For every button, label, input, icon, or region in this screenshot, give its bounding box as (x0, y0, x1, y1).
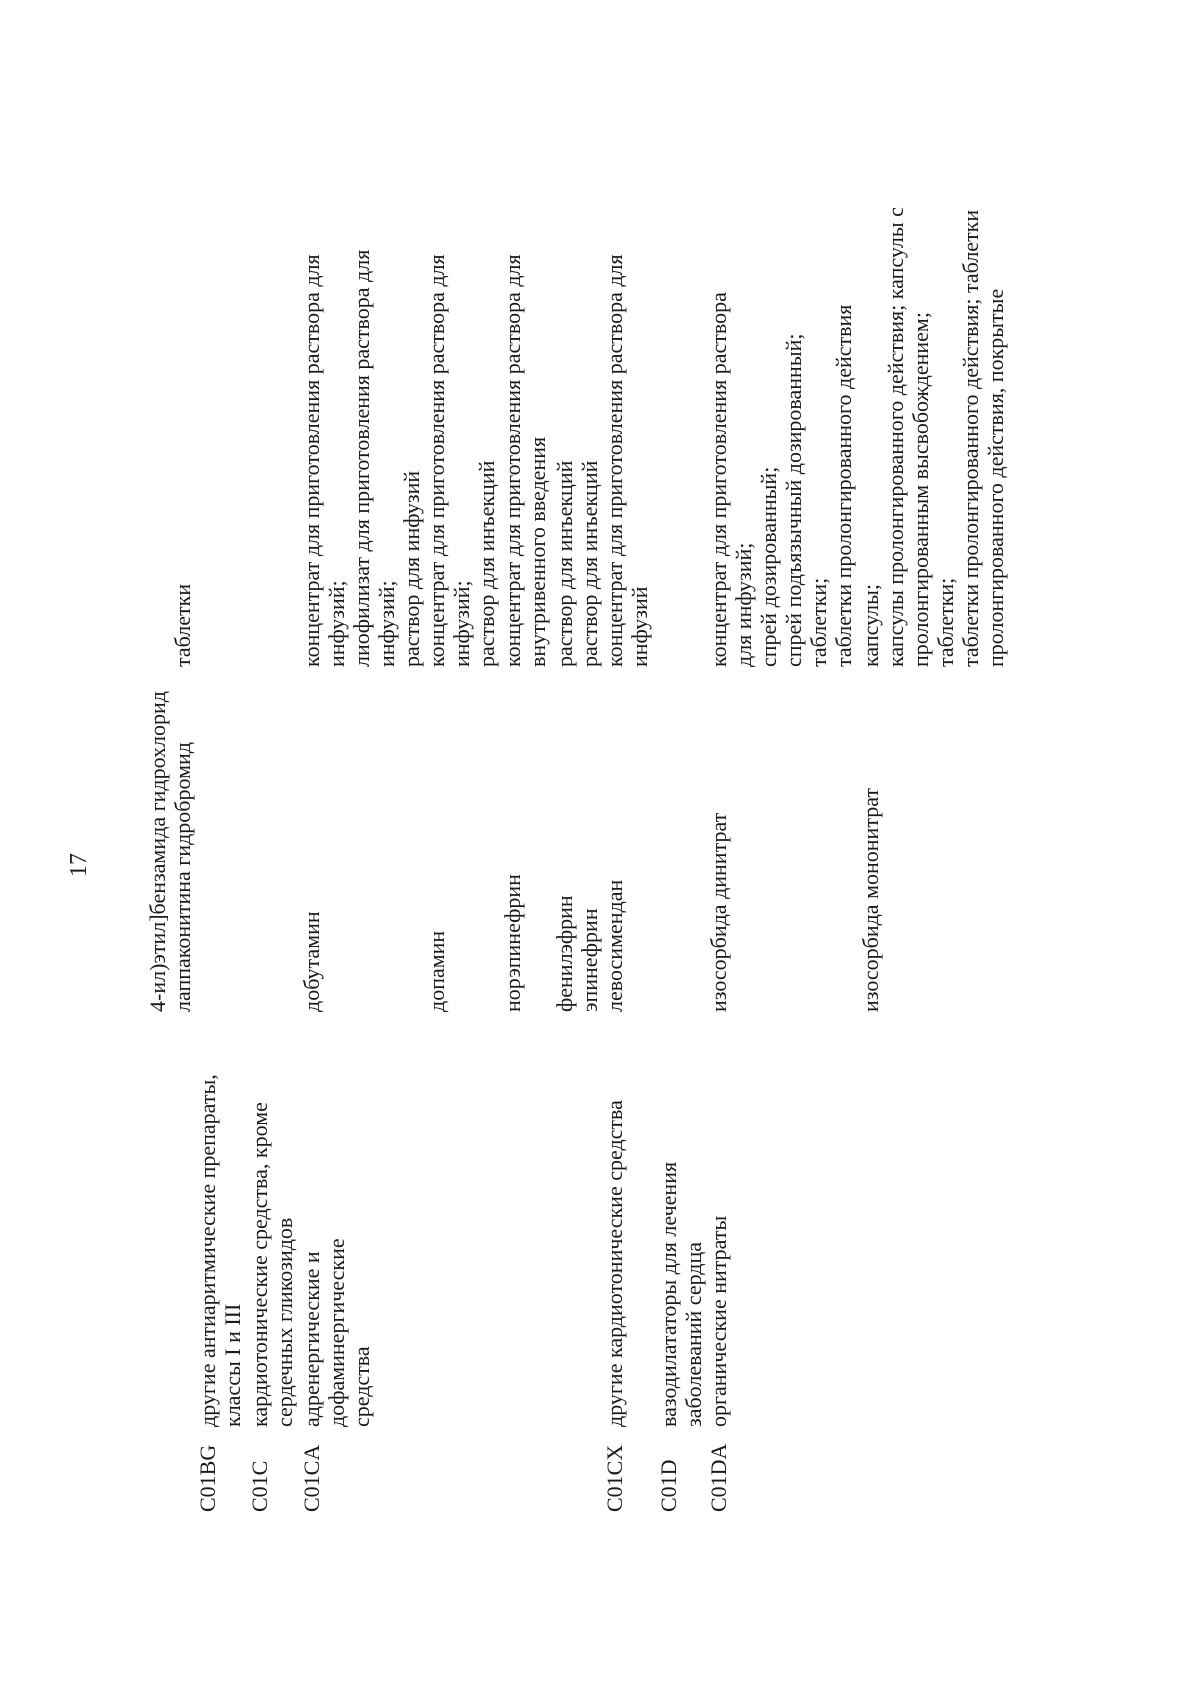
pharmacological-group: адренергические и дофаминергические средства (299, 1238, 374, 1427)
drug-name: эпинефрин (577, 908, 602, 1012)
atc-code: C01CX (602, 1444, 627, 1512)
drug-name: изосорбида динитрат (706, 812, 731, 1012)
drug-name: левосимендан (602, 879, 627, 1012)
atc-code: C01C (247, 1460, 272, 1512)
dosage-form: таблетки (170, 583, 195, 667)
dosage-form: раствор для инъекций (577, 460, 602, 667)
dosage-form: концентрат для приготовления раствора для внутривенного введения (500, 254, 550, 667)
drug-name: норэпинефрин (500, 874, 525, 1012)
atc-code: C01D (656, 1459, 681, 1512)
pharmacological-group: другие антиаритмические препараты, классы I и III (195, 1074, 245, 1427)
pharmacological-group: вазодилататоры для лечения заболеваний сердца (656, 1161, 706, 1427)
dosage-form: концентрат для приготовления раствора для инфузий; раствор для инъекций (424, 254, 499, 667)
atc-code: C01DA (706, 1443, 731, 1512)
drug-name: фенилэфрин (552, 895, 577, 1012)
dosage-form: концентрат для приготовления раствора для инфузий; лиофилизат для приготовления раствора для инфузий; раствор для инфузий (299, 249, 424, 667)
atc-code: C01BG (195, 1444, 220, 1512)
dosage-form: капсулы; капсулы пролонгированного действия; капсулы с пролонгированным высвобождением; таблетки; таблетки пролонгированного действия; таблетки пролонгированного действия, покрытые (858, 207, 1008, 667)
drug-name: допамин (424, 930, 449, 1012)
dosage-form: раствор для инъекций (552, 460, 577, 667)
dosage-form: концентрат для приготовления раствора для инфузий; спрей дозированный; спрей подъязычный дозированный; таблетки; таблетки пролонгированного действия (706, 292, 856, 667)
drug-name: лаппаконитина гидробромид (170, 742, 195, 1012)
drug-name: 4-ил)этил]бензамида гидрохлорид (145, 691, 170, 1012)
page-number: 17 (66, 853, 92, 877)
drug-name: изосорбида мононитрат (858, 787, 883, 1012)
pharmacological-group: кардиотонические средства, кроме сердечных гликозидов (247, 1102, 297, 1427)
dosage-form: концентрат для приготовления раствора для инфузий (602, 254, 652, 667)
pharmacological-group: органические нитраты (706, 1215, 731, 1427)
atc-code: C01CA (299, 1444, 324, 1512)
drug-name: добутамин (299, 911, 324, 1012)
pharmacological-group: другие кардиотонические средства (602, 1100, 627, 1427)
